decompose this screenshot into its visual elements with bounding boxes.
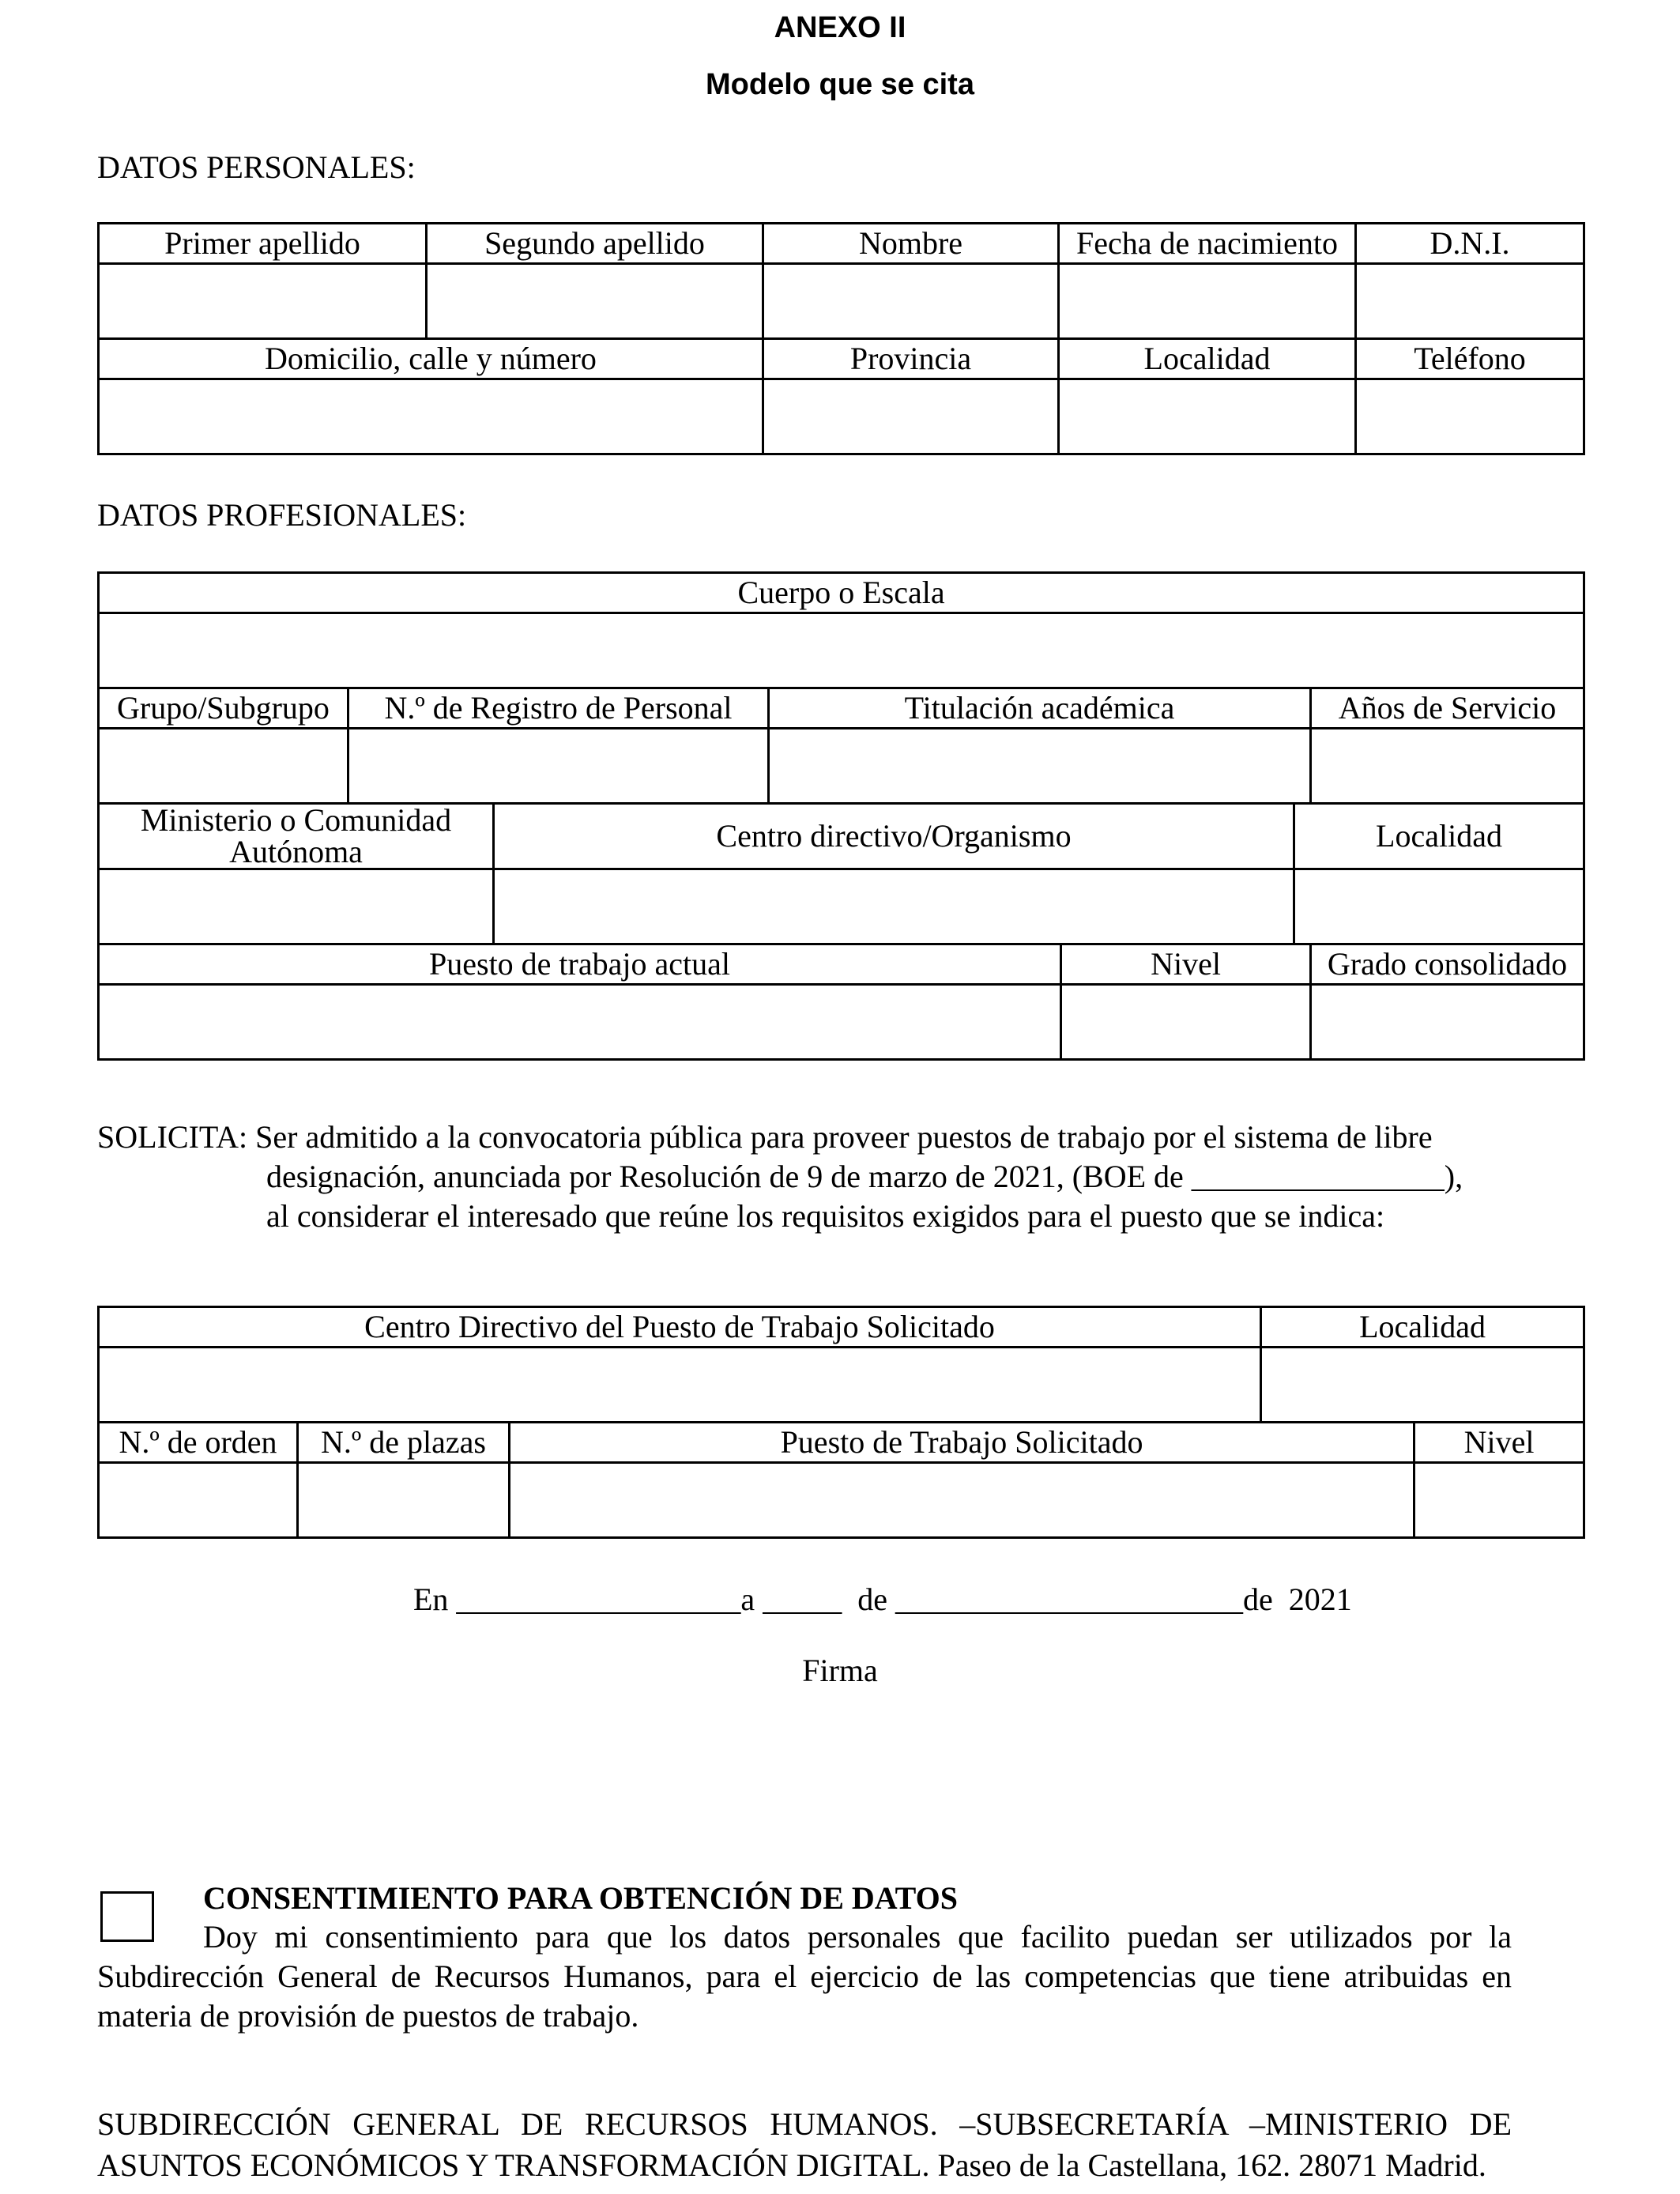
professional-data-table xyxy=(97,571,1585,1061)
label-ministerio: Ministerio o Comunidad Autónoma xyxy=(99,804,494,869)
label-registro-personal: N.º de Registro de Personal xyxy=(348,688,769,729)
field-nombre[interactable] xyxy=(763,264,1059,339)
field-centro-directivo[interactable] xyxy=(494,869,1294,944)
field-localidad-prof[interactable] xyxy=(1294,869,1584,944)
field-segundo-apellido[interactable] xyxy=(427,264,763,339)
personal-data-heading: DATOS PERSONALES: xyxy=(97,149,416,185)
document-subtitle: Modelo que se cita xyxy=(706,68,974,101)
signature-label: Firma xyxy=(802,1653,878,1688)
field-anos-servicio[interactable] xyxy=(1311,729,1584,804)
personal-data-table xyxy=(97,222,1585,455)
request-line-3: al considerar el interesado que reúne los requisitos exigidos para el puesto que se indica: xyxy=(266,1198,1385,1234)
label-grupo-subgrupo: Grupo/Subgrupo xyxy=(99,688,348,729)
field-ministerio[interactable] xyxy=(99,869,494,944)
field-puesto-solicitado[interactable] xyxy=(510,1463,1414,1538)
annex-title: ANEXO II xyxy=(774,11,906,44)
label-fecha-nacimiento: Fecha de nacimiento xyxy=(1059,224,1356,264)
field-primer-apellido[interactable] xyxy=(99,264,427,339)
field-centro-puesto-solicitado[interactable] xyxy=(99,1348,1261,1423)
field-cuerpo-escala[interactable] xyxy=(99,613,1584,688)
label-numero-orden: N.º de orden xyxy=(99,1423,298,1463)
place-date-line[interactable]: En __________________a _____ de ______________________de 2021 xyxy=(413,1581,1352,1617)
label-nombre: Nombre xyxy=(763,224,1059,264)
field-nivel[interactable] xyxy=(1061,985,1311,1060)
field-grupo-subgrupo[interactable] xyxy=(99,729,348,804)
field-numero-plazas[interactable] xyxy=(298,1463,510,1538)
label-anos-servicio: Años de Servicio xyxy=(1311,688,1584,729)
label-dni: D.N.I. xyxy=(1356,224,1584,264)
label-localidad-prof: Localidad xyxy=(1294,804,1584,869)
field-provincia[interactable] xyxy=(763,379,1059,454)
label-nivel-solicitado: Nivel xyxy=(1414,1423,1584,1463)
label-titulacion: Titulación académica xyxy=(769,688,1311,729)
request-line-2: designación, anunciada por Resolución de 9 de marzo de 2021, (BOE de ________________), xyxy=(266,1159,1463,1194)
label-numero-plazas: N.º de plazas xyxy=(298,1423,510,1463)
label-segundo-apellido: Segundo apellido xyxy=(427,224,763,264)
consent-text: Doy mi consentimiento para que los datos personales que facilito puedan ser utilizados por la Subdirección General de Recursos Humanos, para el ejercicio de las competencias que tiene atribuidas en materia de provisión de puestos de trabajo. xyxy=(97,1919,1512,2034)
request-line-1: Ser admitido a la convocatoria pública para proveer puestos de trabajo por el sistema de libre xyxy=(255,1119,1433,1155)
label-localidad-solicitado: Localidad xyxy=(1261,1307,1584,1348)
field-numero-orden[interactable] xyxy=(99,1463,298,1538)
label-puesto-solicitado: Puesto de Trabajo Solicitado xyxy=(510,1423,1414,1463)
field-telefono[interactable] xyxy=(1356,379,1584,454)
field-dni[interactable] xyxy=(1356,264,1584,339)
field-localidad-solicitado[interactable] xyxy=(1261,1348,1584,1423)
requested-post-table xyxy=(97,1306,1585,1539)
label-domicilio: Domicilio, calle y número xyxy=(99,339,763,379)
request-paragraph xyxy=(97,1118,1512,1236)
field-domicilio[interactable] xyxy=(99,379,763,454)
field-fecha-nacimiento[interactable] xyxy=(1059,264,1356,339)
label-provincia: Provincia xyxy=(763,339,1059,379)
label-centro-puesto-solicitado: Centro Directivo del Puesto de Trabajo Solicitado xyxy=(99,1307,1261,1348)
field-grado-consolidado[interactable] xyxy=(1311,985,1584,1060)
label-telefono: Teléfono xyxy=(1356,339,1584,379)
consent-title: CONSENTIMIENTO PARA OBTENCIÓN DE DATOS xyxy=(203,1880,958,1916)
field-nivel-solicitado[interactable] xyxy=(1414,1463,1584,1538)
field-localidad[interactable] xyxy=(1059,379,1356,454)
request-label: SOLICITA: xyxy=(97,1119,248,1155)
label-localidad: Localidad xyxy=(1059,339,1356,379)
professional-data-heading: DATOS PROFESIONALES: xyxy=(97,497,467,533)
label-puesto-actual: Puesto de trabajo actual xyxy=(99,944,1061,985)
label-grado-consolidado: Grado consolidado xyxy=(1311,944,1584,985)
label-centro-directivo: Centro directivo/Organismo xyxy=(494,804,1294,869)
label-primer-apellido: Primer apellido xyxy=(99,224,427,264)
label-nivel: Nivel xyxy=(1061,944,1311,985)
field-registro-personal[interactable] xyxy=(348,729,769,804)
footer-address: SUBDIRECCIÓN GENERAL DE RECURSOS HUMANOS. –SUBSECRETARÍA –MINISTERIO DE ASUNTOS ECONÓMICOS Y TRANSFORMACIÓN DIGITAL. Paseo de la Castellana, 162. 28071 Madrid. xyxy=(97,2106,1512,2183)
label-cuerpo-escala: Cuerpo o Escala xyxy=(99,573,1584,613)
field-puesto-actual[interactable] xyxy=(99,985,1061,1060)
field-titulacion[interactable] xyxy=(769,729,1311,804)
